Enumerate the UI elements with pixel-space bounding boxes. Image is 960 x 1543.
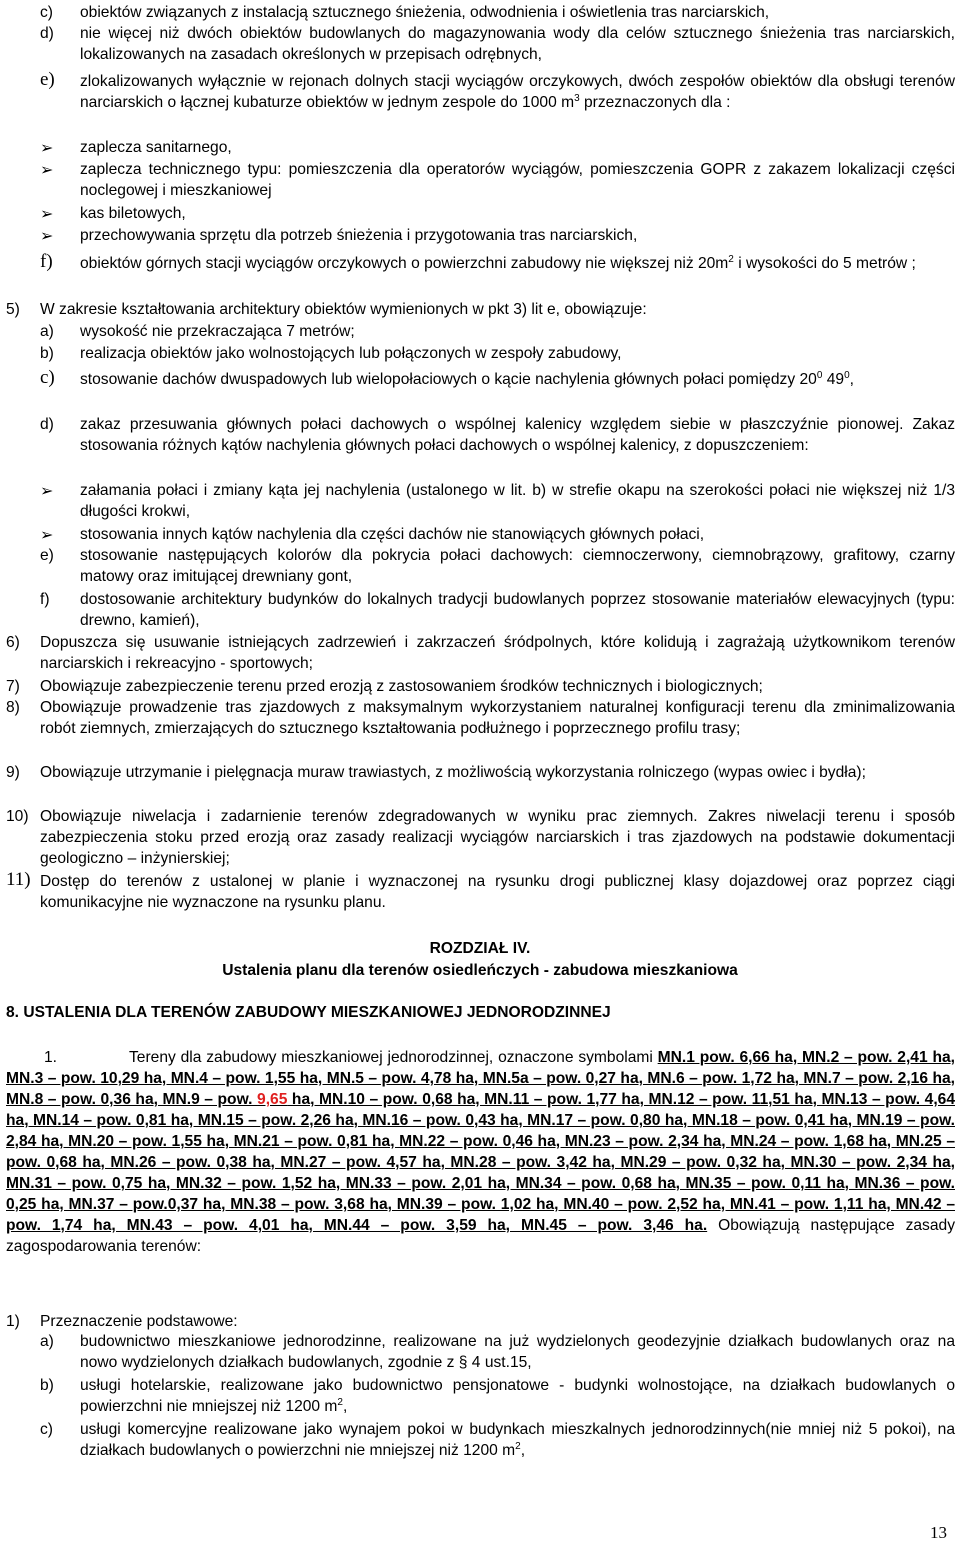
page-number: 13 [930, 1523, 947, 1542]
item-label: c) [40, 367, 55, 388]
item-text: zlokalizowanych wyłącznie w rejonach dolnych stacji wyciągów orczykowych, dwóch zespołów obiektów dla obsługi terenów narciarskich o łącznej kubaturze obiektów w jednym zespole do 1000 $m^3$ przeznaczonych dla : [80, 73, 955, 111]
arrow-bullet-icon: ➢ [40, 160, 54, 179]
item-label: e) [40, 69, 55, 90]
arrow-bullet-icon: ➢ [40, 481, 54, 500]
bullet-text: zaplecza technicznego typu: pomieszczenia dla operatorów wyciągów, pomieszczenia GOPR z zakazem lokalizacji części noclegowej i mieszkaniowej [80, 161, 955, 199]
point-11 [0, 871, 960, 913]
item-label: a) [40, 1333, 54, 1350]
sub-point-1 [0, 1311, 960, 1332]
bullet-item [0, 480, 960, 522]
point-label: 10) [6, 808, 29, 825]
item-label: c) [40, 4, 53, 21]
point-label: 11) [6, 869, 31, 890]
bullet-text: stosowania innych kątów nachylenia dla części dachów nie stanowiących głównych połaci, [80, 526, 705, 543]
paragraph-number: 1. [44, 1049, 58, 1066]
item-label: d) [40, 416, 54, 433]
point-text: Dostęp do terenów z ustalonej w planie i wyznaczonej na rysunku drogi publicznej klasy dojazdowej oraz poprzez ciągi komunikacyjne nie wyznaczone na rysunku planu. [40, 873, 955, 911]
item-text: usługi hotelarskie, realizowane jako budownictwo pensjonatowe - budynki wolnostojące, na działkach budowlanych o powierzchni nie mniejszej niż 1200 $m^2$, [80, 1377, 955, 1415]
point-9 [0, 762, 960, 783]
bullet-text: zaplecza sanitarnego, [80, 139, 232, 156]
item-label: d) [40, 25, 54, 42]
list-item-d [0, 23, 960, 65]
list-item-c [0, 1419, 960, 1461]
arrow-bullet-icon: ➢ [40, 525, 54, 544]
point-text: Obowiązuje utrzymanie i pielęgnacja muraw trawiastych, z możliwością wykorzystania rolniczego (wypas owiec i bydła); [40, 764, 866, 781]
list-item-b [0, 343, 960, 364]
chapter-title: ROZDZIAŁ IV. [429, 940, 531, 957]
highlighted-value: 9,65 [257, 1091, 288, 1108]
bullet-item [0, 159, 960, 201]
item-label: e) [40, 547, 54, 564]
point-label: 5) [6, 301, 20, 318]
list-item-b [0, 1375, 960, 1417]
list-item-c [0, 369, 960, 390]
item-text: obiektów górnych stacji wyciągów orczykowych o powierzchni zabudowy nie większej niż $20m^2$ i wysokości do 5 metrów ; [80, 253, 916, 272]
list-item-e [0, 71, 960, 113]
paragraph-text: 1. Tereny dla zabudowy mieszkaniowej jednorodzinnej, oznaczone symbolami MN.1 pow. 6,66 ha, MN.2 – pow. 2,41 ha, MN.3 – pow. 10,29 ha, MN.4 – pow. 1,55 ha, MN.5 – pow. 4,78 ha, MN.5a – pow. 0,27 ha, MN.6 – pow. 1,72 ha, MN.7 – pow. 2,16 ha, MN.8 – pow. 0,36 ha, MN.9 – pow. 9,65 ha, MN.10 – pow. 0,68 ha, MN.11 – pow. 1,77 ha, MN.12 – pow. 11,51 ha, MN.13 – pow. 4,64 ha, MN.14 – pow. 0,81 ha, MN.15 – pow. 2,26 ha, MN.16 – pow. 0,43 ha, MN.17 – pow. 0,80 ha, MN.18 – pow. 0,41 ha, MN.19 – pow. 2,84 ha, MN.20 – pow. 1,55 ha, MN.21 – pow. 0,81 ha, MN.22 – pow. 0,46 ha, MN.23 – pow. 2,34 ha, MN.24 – pow. 1,68 ha, MN.25 – pow. 0,68 ha, MN.26 – pow. 0,38 ha, MN.27 – pow. 4,57 ha, MN.28 – pow. 3,42 ha, MN.29 – pow. 0,32 ha, MN.30 – pow. 2,34 ha, MN.31 – pow. 0,75 ha, MN.32 – pow. 1,52 ha, MN.33 – pow. 2,01 ha, MN.34 – pow. 0,68 ha, MN.35 – pow. 0,11 ha, MN.36 – pow. 0,25 ha, MN.37 – pow.0,37 ha, MN.38 – pow. 3,68 ha, MN.39 – pow. 1,02 ha, MN.40 – pow. 2,52 ha, MN.41 – pow. 1,11 ha, MN.42 – pow. 1,74 ha, MN.43 – pow. 4,01 ha, MN.44 – pow. 3,59 ha, MN.45 – pow. 3,46 ha. Obowiązują następujące zasady zagospodarowania terenów: [6, 1049, 955, 1255]
arrow-bullet-icon: ➢ [40, 138, 54, 157]
item-text: wysokość nie przekraczająca 7 metrów; [80, 323, 355, 340]
bullet-item [0, 225, 960, 246]
item-label: c) [40, 1421, 53, 1438]
item-text: dostosowanie architektury budynków do lokalnych tradycji budowlanych poprzez stosowanie materiałów elewacyjnych (typu: drewno, kamień), [80, 591, 955, 629]
item-text: budownictwo mieszkaniowe jednorodzinne, realizowane na już wydzielonych geodezyjnie działkach budowlanych oraz na nowo wydzielonych działkach budowlanych, zgodnie z § 4 ust.15, [80, 1333, 955, 1371]
point-label: 9) [6, 764, 20, 781]
point-label: 7) [6, 678, 20, 695]
item-label: b) [40, 345, 54, 362]
item-text: stosowanie następujących kolorów dla pokrycia połaci dachowych: ciemnoczerwony, ciemnobrązowy, grafitowy, czarny matowy oraz imitującej drewniany gont, [80, 547, 955, 585]
list-item-d [0, 414, 960, 456]
point-text: Obowiązuje niwelacja i zadarnienie terenów zdegradowanych w wyniku prac ziemnych. Zakres niwelacji terenu i sposób zabezpieczenia stoku przed erozją oraz zasady realizacji wyciągów narciarskich i tras zjazdowych na podstawie dokumentacji geologiczno – inżynierskiej; [40, 808, 955, 867]
point-text: W zakresie kształtowania architektury obiektów wymienionych w pkt 3) lit e, obowiązuje: [40, 301, 647, 318]
point-5 [0, 299, 960, 320]
list-item-a [0, 1331, 960, 1373]
point-10 [0, 806, 960, 869]
point-6 [0, 632, 960, 674]
list-item-c [0, 2, 960, 23]
item-label: f) [40, 591, 50, 608]
list-item-a [0, 321, 960, 342]
item-text: nie więcej niż dwóch obiektów budowlanych do magazynowania wody dla celów sztucznego śnieżenia tras narciarskich, lokalizowanych na zasadach określonych w przepisach odrębnych, [80, 25, 955, 63]
list-item-f [0, 253, 960, 274]
item-text: usługi komercyjne realizowane jako wynajem pokoi w budynkach mieszkalnych jednorodzinnych(nie mniej niż 5 pokoi), na działkach budowlanych o powierzchni nie mniejszej niż 1200 $m^2$, [80, 1421, 955, 1459]
point-label: 8) [6, 699, 20, 716]
mn-list: MN.1 pow. 6,66 ha, MN.2 – pow. 2,41 ha, MN.3 – pow. 10,29 ha, MN.4 – pow. 1,55 ha, MN.5 – pow. 4,78 ha, MN.5a – pow. 0,27 ha, MN.6 – pow. 1,72 ha, MN.7 – pow. 2,16 ha, MN.8 – pow. 0,36 ha, MN.9 – pow. 9,65 ha, MN.10 – pow. 0,68 ha, MN.11 – pow. 1,77 ha, MN.12 – pow. 11,51 ha, MN.13 – pow. 4,64 ha, MN.14 – pow. 0,81 ha, MN.15 – pow. 2,26 ha, MN.16 – pow. 0,43 ha, MN.17 – pow. 0,80 ha, MN.18 – pow. 0,41 ha, MN.19 – pow. 2,84 ha, MN.20 – pow. 1,55 ha, MN.21 – pow. 0,81 ha, MN.22 – pow. 0,46 ha, MN.23 – pow. 2,34 ha, MN.24 – pow. 1,68 ha, MN.25 – pow. 0,68 ha, MN.26 – pow. 0,38 ha, MN.27 – pow. 4,57 ha, MN.28 – pow. 3,42 ha, MN.29 – pow. 0,32 ha, MN.30 – pow. 2,34 ha, MN.31 – pow. 0,75 ha, MN.32 – pow. 1,52 ha, MN.33 – pow. 2,01 ha, MN.34 – pow. 0,68 ha, MN.35 – pow. 0,11 ha, MN.36 – pow. 0,25 ha, MN.37 – pow.0,37 ha, MN.38 – pow. 3,68 ha, MN.39 – pow. 1,02 ha, MN.40 – pow. 2,52 ha, MN.41 – pow. 1,11 ha, MN.42 – pow. 1,74 ha, MN.43 – pow. 4,01 ha, MN.44 – pow. 3,59 ha, MN.45 – pow. 3,46 ha. [6, 1049, 955, 1234]
point-7 [0, 676, 960, 697]
point-label: 1) [6, 1313, 20, 1330]
point-text: Obowiązuje prowadzenie tras zjazdowych z maksymalnym wykorzystaniem naturalnej konfiguracji terenu dla zminimalizowania robót ziemnych, zmierzających do sztucznego kształtowania podłużnego i poprzecznego profilu trasy; [40, 699, 955, 737]
bullet-item [0, 137, 960, 158]
point-text: Obowiązuje zabezpieczenie terenu przed erozją z zastosowaniem środków technicznych i biologicznych; [40, 678, 763, 695]
bullet-text: załamania połaci i zmiany kąta jej nachylenia (ustalonego w lit. b) w strefie okapu na szerokości połaci nie większej niż 1/3 długości krokwi, [80, 482, 955, 520]
section-heading: 8. USTALENIA DLA TERENÓW ZABUDOWY MIESZKANIOWEJ JEDNORODZINNEJ [6, 1004, 611, 1021]
item-text: stosowanie dachów dwuspadowych lub wielopołaciowych o kącie nachylenia głównych połaci pomiędzy $20^0$ $49^0$, [80, 369, 854, 388]
item-text: zakaz przesuwania głównych połaci dachowych o wspólnej kalenicy względem siebie w płaszczyźnie pionowej. Zakaz stosowania różnych kątów nachylenia głównych połaci dachowych o wspólnej kalenicy, z dopuszczeniem: [80, 416, 955, 454]
bullet-text: przechowywania sprzętu dla potrzeb śnieżenia i przygotowania tras narciarskich, [80, 227, 638, 244]
item-label: b) [40, 1377, 54, 1394]
bullet-item [0, 524, 960, 545]
list-item-f [0, 589, 960, 631]
arrow-bullet-icon: ➢ [40, 204, 54, 223]
bullet-item [0, 203, 960, 224]
chapter-subtitle: Ustalenia planu dla terenów osiedleńczych - zabudowa mieszkaniowa [222, 962, 738, 979]
point-text: Przeznaczenie podstawowe: [40, 1313, 238, 1330]
paragraph-1 [0, 1047, 960, 1257]
bullet-text: kas biletowych, [80, 205, 186, 222]
item-text: realizacja obiektów jako wolnostojących lub połączonych w zespoły zabudowy, [80, 345, 622, 362]
point-label: 6) [6, 634, 20, 651]
list-item-e [0, 545, 960, 587]
point-8 [0, 697, 960, 739]
arrow-bullet-icon: ➢ [40, 226, 54, 245]
point-text: Dopuszcza się usuwanie istniejących zadrzewień i zakrzaczeń śródpolnych, które kolidują i zagrażają użytkownikom terenów narciarskich i rekreacyjno - sportowych; [40, 634, 955, 672]
item-label: a) [40, 323, 54, 340]
item-label: f) [40, 251, 53, 272]
item-text: obiektów związanych z instalacją sztucznego śnieżenia, odwodnienia i oświetlenia tras narciarskich, [80, 4, 770, 21]
